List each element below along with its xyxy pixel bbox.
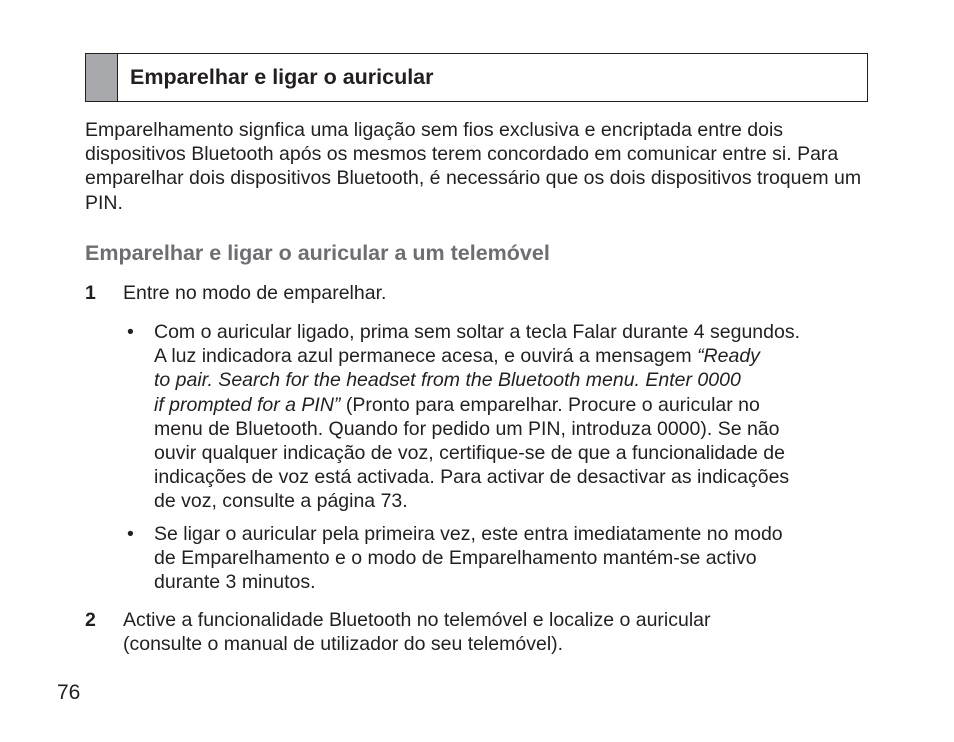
intro-paragraph: Emparelhamento signfica uma ligação sem fios exclusiva e encriptada entre dois dispositivos Bluetooth após os mesmos terem concordado em comunicar entre si. Para emparelhar dois dispositivos Bluetooth, é necessário que os dois dispositivos troquem um PIN.	[85, 119, 862, 214]
bullet-text	[154, 522, 872, 595]
step-text	[123, 608, 875, 656]
step-line: Active a funcionalidade Bluetooth no telemóvel e localize o auricular	[123, 609, 711, 631]
bullet-line: Com o auricular ligado, prima sem soltar a tecla Falar durante 4 segundos.	[154, 321, 800, 343]
section-title: Emparelhar e ligar o auricular	[130, 64, 434, 89]
step-2	[85, 608, 875, 656]
bullet-line: Se ligar o auricular pela primeira vez, este entra imediatamente no modo	[154, 523, 783, 545]
bullet-text	[154, 320, 872, 514]
bullet-item-2	[127, 522, 872, 595]
bullet-item-1	[127, 320, 872, 514]
step-text: Entre no modo de emparelhar.	[123, 282, 387, 304]
bullet-line: ouvir qualquer indicação de voz, certifique-se de que a funcionalidade de	[154, 442, 785, 465]
step-1	[85, 281, 875, 305]
bullet-line: durante 3 minutos.	[154, 571, 316, 594]
bullet-line: menu de Bluetooth. Quando for pedido um PIN, introduza 0000). Se não	[154, 417, 780, 440]
step-line: (consulte o manual de utilizador do seu telemóvel).	[123, 633, 564, 656]
bullet-icon: •	[127, 523, 134, 545]
bullet-line: de voz, consulte a página 73.	[154, 490, 408, 513]
bullet-quote: if prompted for a PIN”	[154, 393, 341, 416]
page-number: 76	[57, 681, 81, 704]
section-header	[85, 53, 868, 102]
subheading: Emparelhar e ligar o auricular a um telemóvel	[85, 241, 550, 265]
section-header-tab	[86, 54, 118, 101]
bullet-line: indicações de voz está activada. Para activar de desactivar as indicações	[154, 466, 790, 489]
bullet-quote: “Ready	[697, 345, 760, 368]
bullet-icon: •	[127, 321, 134, 343]
bullet-line: (Pronto para emparelhar. Procure o auricular no	[340, 393, 760, 416]
bullet-line: de Emparelhamento e o modo de Emparelhamento mantém-se activo	[154, 547, 757, 570]
bullet-quote: to pair. Search for the headset from the Bluetooth menu. Enter 0000	[154, 369, 741, 392]
step-number: 2	[85, 609, 96, 631]
bullet-line: A luz indicadora azul permanece acesa, e ouvirá a mensagem	[154, 345, 698, 368]
step-number: 1	[85, 282, 96, 304]
